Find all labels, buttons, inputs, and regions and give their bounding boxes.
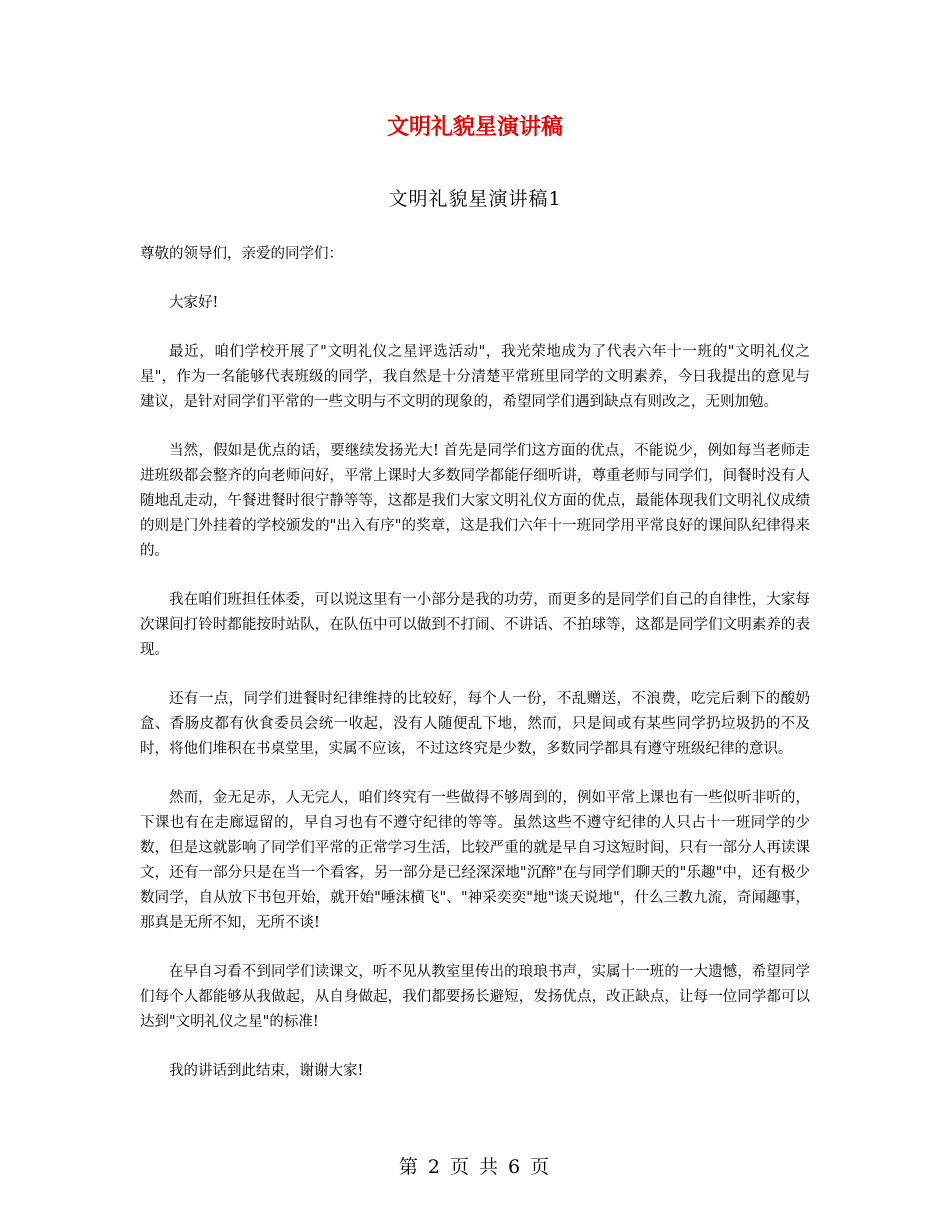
- paragraph: 当然，假如是优点的话，要继续发扬光大! 首先是同学们这方面的优点，不能说少，例如每当老师走进班级都会整齐的向老师问好，平常上课时大多数同学都能仔细听讲，尊重老师与同学们，间餐时没有人随地乱走动，午餐进餐时很宁静等等，这都是我们大家文明礼仪方面的优点，最能体现我们文明礼仪成绩的则是门外挂着的学校颁发的"出入有序"的奖章，这是我们六年十一班同学用平常良好的课间队纪律得来的。: [140, 443, 810, 559]
- document-subtitle: 文明礼貌星演讲稿1: [388, 188, 562, 210]
- paragraph: 我在咱们班担任体委，可以说这里有一小部分是我的功劳，而更多的是同学们自己的自律性，大家每次课间打铃时都能按时站队，在队伍中可以做到不打闹、不讲话、不拍球等，这都是同学们文明素养的表现。: [140, 592, 810, 658]
- paragraph: 最近，咱们学校开展了"文明礼仪之星评选活动"，我光荣地成为了代表六年十一班的"文明礼仪之星"，作为一名能够代表班级的同学，我自然是十分清楚平常班里同学的文明素养，今日我提出的意见与建议，是针对同学们平常的一些文明与不文明的现象的，希望同学们遇到缺点有则改之，无则加勉。: [140, 344, 810, 410]
- document-body: [140, 242, 810, 1108]
- paragraph: 在早自习看不到同学们读课文，听不见从教室里传出的琅琅书声，实属十一班的一大遗憾，希望同学们每个人都能够从我做起，从自身做起，我们都要扬长避短，发扬优点，改正缺点，让每一位同学都可以达到"文明礼仪之星"的标准!: [140, 964, 810, 1030]
- document-title: 文明礼貌星演讲稿: [386, 115, 563, 140]
- paragraph: 大家好!: [169, 295, 219, 311]
- salutation: 尊敬的领导们，亲爱的同学们：: [140, 246, 343, 262]
- paragraph: 还有一点，同学们进餐时纪律维持的比较好，每个人一份，不乱赠送，不浪费，吃完后剩下的酸奶盒、香肠皮都有伙食委员会统一收起，没有人随便乱下地，然而，只是间或有某些同学扔垃圾扔的不及时，将他们堆积在书桌堂里，实属不应该，不过这终究是少数，多数同学都具有遵守班级纪律的意识。: [140, 691, 810, 757]
- paragraph: 然而，金无足赤，人无完人，咱们终究有一些做得不够周到的，例如平常上课也有一些似听非听的，下课也有在走廊逗留的，早自习也有不遵守纪律的等等。虽然这些不遵守纪律的人只占十一班同学的少数，但是这就影响了同学们平常的正常学习生活，比较严重的就是早自习这短时间，只有一部分人再读课文，还有一部分只是在当一个看客，另一部分是已经深深地"沉醉"在与同学们聊天的"乐趣"中，还有极少数同学，自从放下书包开始，就开始"唾沫横飞"、"神采奕奕"地"谈天说地"，什么三教九流，奇闻趣事，那真是无所不知，无所不谈!: [140, 790, 810, 931]
- paragraph: 我的讲话到此结束，谢谢大家!: [169, 1063, 364, 1079]
- page-number-footer: 第 2 页 共 6 页: [398, 1156, 552, 1178]
